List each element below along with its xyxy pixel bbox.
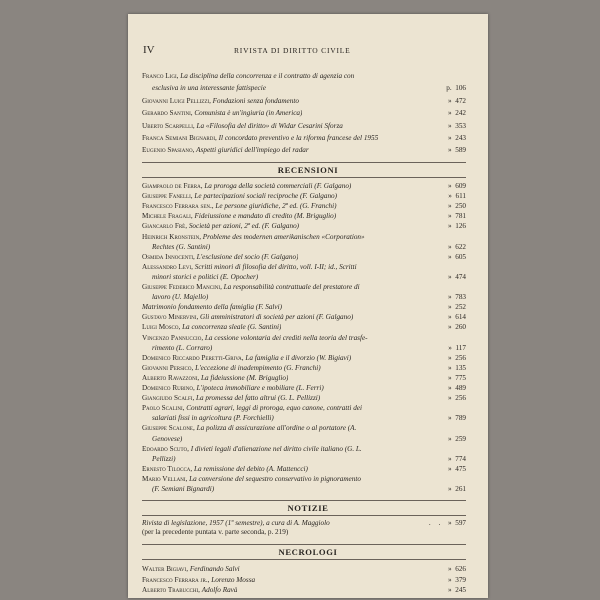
entry-page: » 474 xyxy=(448,272,466,281)
entry-title: Aspetti giuridici dell'impiego del radar xyxy=(196,146,309,155)
entry-page: » 781 xyxy=(448,212,466,221)
section-heading-necrologi: NECROLOGI xyxy=(278,547,338,557)
toc-entry: Giuseppe Scalone, La polizza di assicurazione all'ordine o al portatore (A. xyxy=(142,424,357,433)
toc-entry: Edoardo Scuto, I divieti legali d'alienazione nel diritto civile italiano (G. L. xyxy=(142,444,362,453)
entry-page: » 252 xyxy=(448,303,466,312)
toc-entry: Vincenzo Pannuccio, La cessione volontaria dei crediti nella teoria del trasfe- xyxy=(142,333,368,342)
toc-entry: Giangiudo Scalfi, La promessa del fatto altrui (G. L. Pellizzi) » 256 xyxy=(142,394,466,403)
entry-title-continuation: minori storici e politici (E. Opocher) xyxy=(152,272,259,281)
toc-entry: Giuseppe Federico Mancini, La responsabilità contrattuale del prestatore di xyxy=(142,283,360,291)
toc-entry: Giuseppe Fanelli, Le partecipazioni sociali reciproche (F. Galgano) » 611 xyxy=(142,192,466,201)
entry-page: » 626 xyxy=(448,565,466,573)
entry-page: » 353 xyxy=(448,121,466,130)
divider xyxy=(142,544,466,545)
entry-title: Società per azioni, 2ª ed. (F. Galgano) xyxy=(188,222,300,231)
entry-author: Osmida Innocenti xyxy=(142,252,194,261)
toc-entry: Heinrich Kronstein, Probleme des modernen amerikanischen «Corporation» xyxy=(142,232,365,241)
entry-page: p. 106 xyxy=(446,84,466,93)
toc-entry: Alberto Trabucchi, Adolfo Ravà » 245 xyxy=(142,586,466,595)
entry-page: » 117 xyxy=(448,343,466,352)
entry-author: Giuseppe Scalone xyxy=(142,424,193,433)
entry-title-continuation: rimento (L. Corraro) xyxy=(152,343,213,352)
entry-author: Giangiudo Scalfi xyxy=(142,394,193,403)
entry-title: Fideiussione e mandato di credito (M. Briguglio) xyxy=(194,212,337,221)
entry-title: I divieti legali d'alienazione nel diritto civile italiano (G. L. xyxy=(190,444,362,453)
entry-title: Ferdinando Salvi xyxy=(189,565,240,573)
entry-author: Alessandro Levi xyxy=(142,262,192,271)
toc-entry: Gerardo Santini, Comunista è un'ingiuria (in America) » 242 xyxy=(142,109,466,118)
entry-title-continuation: (F. Semiani Bignardi) xyxy=(152,485,215,493)
toc-entry-continuation xyxy=(152,414,466,423)
entry-page: » 789 xyxy=(448,414,466,423)
divider xyxy=(142,177,466,178)
entry-page: » 259 xyxy=(448,434,466,443)
entry-title: Contratti agrari, leggi di proroga, equo canone, contratti dei xyxy=(186,404,362,413)
notizie-entry xyxy=(142,519,466,528)
toc-entry-continuation xyxy=(152,455,466,464)
entry-title: La concorrenza sleale (G. Santini) xyxy=(182,323,282,332)
toc-entry: Giovanni Luigi Pellizzi, Fondazioni senza fondamento » 472 xyxy=(142,96,466,105)
entry-author: Michele Fragali xyxy=(142,212,191,221)
toc-entry-continuation xyxy=(152,273,466,282)
toc-entry: Giancarlo Frè, Società per azioni, 2ª ed. (F. Galgano) » 126 xyxy=(142,222,466,231)
entry-author: Giancarlo Frè xyxy=(142,222,186,231)
entry-page: » 261 xyxy=(448,485,466,493)
entry-author: Mario Vellani xyxy=(142,474,186,483)
toc-entry-continuation xyxy=(152,435,466,444)
entry-page: » 614 xyxy=(448,313,466,322)
toc-entry: Walter Bigiavi, Ferdinando Salvi » 626 xyxy=(142,565,466,573)
entry-author: Uberto Scarpelli xyxy=(142,121,193,130)
entry-title: La famiglia e il divorzio (W. Bigiavi) xyxy=(245,353,352,362)
entry-author: Walter Bigiavi xyxy=(142,565,187,573)
entry-author: Gustavo Minervini xyxy=(142,313,197,322)
book-page xyxy=(128,14,488,598)
entry-page: » 260 xyxy=(448,323,466,332)
toc-entry: Giovanni Persico, L'eccezione di inadempimento (G. Franchi) » 135 xyxy=(142,363,466,372)
entry-author: Domenico Riccardo Peretti-Griva xyxy=(142,353,242,362)
toc-entry: Eugenio Spasiano, Aspetti giuridici dell'impiego del radar » 589 xyxy=(142,146,466,155)
toc-entry-continuation xyxy=(152,485,466,494)
entry-page: » 622 xyxy=(448,242,466,251)
entry-page: » 242 xyxy=(448,109,466,118)
entry-author: Giovanni Luigi Pellizzi xyxy=(142,96,210,105)
divider xyxy=(142,162,466,163)
entry-title: Fondazioni senza fondamento xyxy=(212,96,299,105)
entry-title: Matrimonio fondamento della famiglia (F. Salvi) xyxy=(142,303,283,312)
entry-title: La promessa del fatto altrui (G. L. Pellizzi) xyxy=(196,394,321,403)
entry-author: Eugenio Spasiano xyxy=(142,146,193,155)
entry-page: » 256 xyxy=(448,394,466,403)
entry-author: Franco Ligi xyxy=(142,72,177,80)
toc-entry: Alberto Ravazzoni, La fideiussione (M. Briguglio) » 775 xyxy=(142,373,466,382)
entry-title: La cessione volontaria dei crediti nella teoria del trasfe- xyxy=(204,333,368,342)
toc-entry: Michele Fragali, Fideiussione e mandato di credito (M. Briguglio) » 781 xyxy=(142,212,466,221)
entry-page: » 774 xyxy=(448,454,466,463)
toc-entry: Francesco Ferrara sen., Le persone giuridiche, 2ª ed. (G. Franchi) » 250 xyxy=(142,202,466,211)
entry-title-continuation: Genovese) xyxy=(152,434,183,443)
toc-entry: Ernesto Tilocca, La remissione del debito (A. Mattencci) » 475 xyxy=(142,464,466,473)
entry-title: La remissione del debito (A. Mattencci) xyxy=(194,464,308,473)
page-ref: . . » 597 xyxy=(428,519,466,527)
toc-entry: Paolo Scalini, Contratti agrari, leggi di proroga, equo canone, contratti dei xyxy=(142,404,362,413)
entry-author: Vincenzo Pannuccio xyxy=(142,333,202,342)
entry-page: » 589 xyxy=(448,146,466,155)
entry-title: Scritti minori di filosofia del diritto, voll. I-II; id., Scritti xyxy=(194,262,357,271)
entry-title: L'esclusione del socio (F. Galgano) xyxy=(196,252,299,261)
toc-entry: Domenico Rubino, L'ipoteca immobiliare e mobiliare (L. Ferri) » 489 xyxy=(142,384,466,392)
entry-title: Le partecipazioni sociali reciproche (F. Galgano) xyxy=(194,192,338,201)
divider xyxy=(142,559,466,560)
running-title: RIVISTA DI DIRITTO CIVILE xyxy=(234,46,351,55)
entry-title-continuation: Rechtes (G. Santini) xyxy=(152,242,211,251)
entry-page: » 475 xyxy=(448,464,466,473)
toc-entry: Mario Vellani, La conversione del sequestro conservativo in pignoramento xyxy=(142,474,361,483)
divider xyxy=(142,515,466,516)
entry-author: Edoardo Scuto xyxy=(142,444,188,453)
entry-author: Giuseppe Federico Mancini xyxy=(142,283,221,291)
entry-page: » 605 xyxy=(448,252,466,261)
entry-title: Gli amministratori di società per azioni (F. Galgano) xyxy=(200,313,354,322)
entry-title: La conversione del sequestro conservativo in pignoramento xyxy=(189,474,361,483)
divider xyxy=(142,500,466,501)
entry-title: Lorenzo Mossa xyxy=(211,575,256,584)
toc-entry-continuation xyxy=(152,243,466,252)
entry-page: » 775 xyxy=(448,373,466,382)
entry-author: Alberto Ravazzoni xyxy=(142,373,198,382)
entry-page: » 489 xyxy=(448,384,466,392)
toc-entry: Francesco Ferrara jr., Lorenzo Mossa » 379 xyxy=(142,575,466,584)
toc-entry: Franco Ligi, La disciplina della concorrenza e il contratto di agenzia con xyxy=(142,72,355,80)
toc-entry: Alessandro Levi, Scritti minori di filosofia del diritto, voll. I-II; id., Scritti xyxy=(142,262,357,271)
section-heading-recensioni: RECENSIONI xyxy=(277,165,339,175)
entry-title: L'ipoteca immobiliare e mobiliare (L. Ferri) xyxy=(196,384,324,392)
entry-title: Probleme des modernen amerikanischen «Corporation» xyxy=(202,232,365,241)
entry-title: La proroga della società commerciali (F. Galgano) xyxy=(204,182,352,190)
entry-author: Domenico Rubino xyxy=(142,384,193,392)
toc-entry: Luigi Mosco, La concorrenza sleale (G. Santini) » 260 xyxy=(142,323,466,332)
toc-entry-continuation xyxy=(152,84,466,93)
entry-title: La polizza di assicurazione all'ordine o al portatore (A. xyxy=(196,424,357,433)
entry-author: Giovanni Persico xyxy=(142,363,192,372)
entry-author: Giuseppe Fanelli xyxy=(142,192,191,201)
entry-title: Comunista è un'ingiuria (in America) xyxy=(194,109,303,118)
toc-entry: Franca Semiani Bignardi, Il concordato preventivo e la riforma francese del 1955 » 243 xyxy=(142,134,466,142)
entry-page: » 783 xyxy=(448,293,466,302)
toc-entry: Giampaolo de Ferra, La proroga della società commerciali (F. Galgano) » 609 xyxy=(142,182,466,190)
entry-title: L'eccezione di inadempimento (G. Franchi) xyxy=(195,363,321,372)
entry-page: » 611 xyxy=(448,192,466,201)
entry-author: Giampaolo de Ferra xyxy=(142,182,201,190)
entry-page: » 379 xyxy=(448,575,466,584)
toc-entry: Uberto Scarpelli, La «Filosofia del diritto» di Widar Cesarini Sforza » 353 xyxy=(142,121,466,130)
toc-entry xyxy=(142,303,466,312)
entry-title-continuation: salariati fissi in agricoltura (P. Forchielli) xyxy=(152,414,274,423)
page-number: IV xyxy=(143,44,155,56)
entry-page: » 250 xyxy=(448,202,466,211)
entry-title-continuation: esclusiva in una interessante fattispecie xyxy=(152,84,266,93)
entry-title-continuation: Pellizzi) xyxy=(152,454,176,463)
entry-title: Il concordato preventivo e la riforma francese del 1955 xyxy=(218,134,379,142)
entry-title: La responsabilità contrattuale del prestatore di xyxy=(223,283,360,291)
entry-title-continuation: lavoro (U. Majello) xyxy=(152,293,209,302)
notizie-text: Rivista di legislazione, 1957 (1º semestre), a cura di A. Maggiolo xyxy=(142,519,330,527)
toc-entry: Gustavo Minervini, Gli amministratori di società per azioni (F. Galgano) » 614 xyxy=(142,313,466,322)
entry-page: » 126 xyxy=(448,222,466,231)
toc-entry: Domenico Riccardo Peretti-Griva, La famiglia e il divorzio (W. Bigiavi) » 256 xyxy=(142,353,466,362)
entry-title: Le persone giuridiche, 2ª ed. (G. Franchi) xyxy=(215,202,337,211)
section-heading-notizie: NOTIZIE xyxy=(287,503,329,513)
entry-author: Luigi Mosco xyxy=(142,323,179,332)
entry-title: La disciplina della concorrenza e il contratto di agenzia con xyxy=(180,72,355,80)
entry-page: » 256 xyxy=(448,353,466,362)
entry-page: » 243 xyxy=(448,134,466,142)
toc-entry-continuation xyxy=(152,344,466,353)
entry-title: La fideiussione (M. Briguglio) xyxy=(200,373,289,382)
notizie-note: (per la precedente puntata v. parte seconda, p. 219) xyxy=(142,528,289,536)
entry-author: Alberto Trabucchi xyxy=(142,586,199,595)
entry-title: Adolfo Ravà xyxy=(201,586,238,595)
entry-author: Franca Semiani Bignardi xyxy=(142,134,216,142)
toc-entry: Osmida Innocenti, L'esclusione del socio (F. Galgano) » 605 xyxy=(142,252,466,261)
entry-author: Heinrich Kronstein xyxy=(142,232,200,241)
entry-page: » 609 xyxy=(448,182,466,190)
toc-entry-continuation xyxy=(152,293,466,302)
entry-page: » 245 xyxy=(448,586,466,595)
entry-title: La «Filosofia del diritto» di Widar Cesarini Sforza xyxy=(196,121,343,130)
entry-page: » 135 xyxy=(448,363,466,372)
entry-author: Paolo Scalini xyxy=(142,404,183,413)
entry-author: Francesco Ferrara sen. xyxy=(142,202,212,211)
entry-page: » 472 xyxy=(448,96,466,105)
entry-author: Gerardo Santini xyxy=(142,109,191,118)
entry-author: Ernesto Tilocca xyxy=(142,464,191,473)
entry-author: Francesco Ferrara jr. xyxy=(142,575,208,584)
